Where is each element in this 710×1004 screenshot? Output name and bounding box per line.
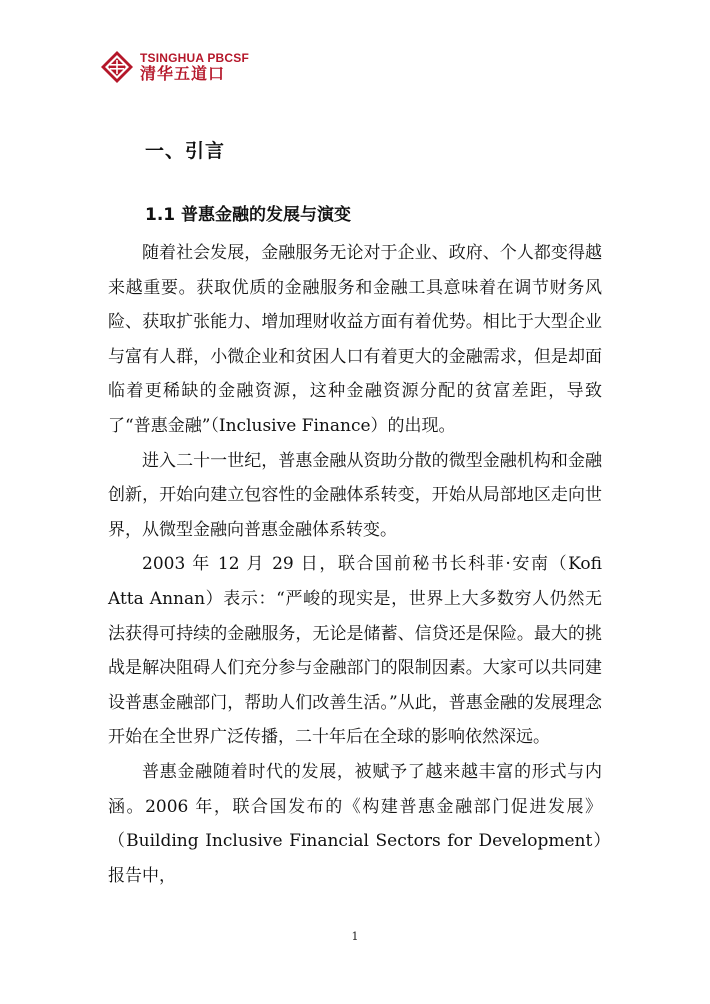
logo-english-text: TSINGHUA PBCSF (140, 51, 250, 65)
page-number: 1 (351, 930, 359, 943)
body-text (108, 236, 602, 893)
header-logo (100, 50, 249, 84)
section-heading: 一、引言 (145, 140, 226, 162)
paragraph-4: 普惠金融随着时代的发展，被赋予了越来越丰富的形式与内涵。2006 年，联合国发布的《构建普惠金融部门促进发展》（Building Inclusive Financial Sectors for Development）报告中， (108, 761, 602, 886)
paragraph-3: 2003 年 12 月 29 日，联合国前秘书长科菲·安南（Kofi Atta Annan）表示：“严峻的现实是，世界上大多数穷人仍然无法获得可持续的金融服务，无论是储蓄、信贷还是保险。最大的挑战是解决阻碍人们充分参与金融部门的限制因素。大家可以共同建设普惠金融部门，帮助人们改善生活。”从此，普惠金融的发展理念开始在全世界广泛传播，二十年后在全球的影响依然深远。 (108, 554, 602, 748)
paragraph-2: 进入二十一世纪，普惠金融从资助分散的微型金融机构和金融创新，开始向建立包容性的金融体系转变，开始从局部地区走向世界，从微型金融向普惠金融体系转变。 (108, 450, 602, 540)
subsection-heading: 1.1 普惠金融的发展与演变 (145, 205, 352, 225)
logo-chinese-text: 清华五道口 (140, 64, 226, 83)
paragraph-1: 随着社会发展，金融服务无论对于企业、政府、个人都变得越来越重要。获取优质的金融服务和金融工具意味着在调节财务风险、获取扩张能力、增加理财收益方面有着优势。相比于大型企业与富有人群，小微企业和贫困人口有着更大的金融需求，但是却面临着更稀缺的金融资源，这种金融资源分配的贫富差距，导致了“普惠金融”（Inclusive Finance）的出现。 (108, 243, 602, 436)
tsinghua-pbcsf-logo-icon (100, 50, 134, 84)
